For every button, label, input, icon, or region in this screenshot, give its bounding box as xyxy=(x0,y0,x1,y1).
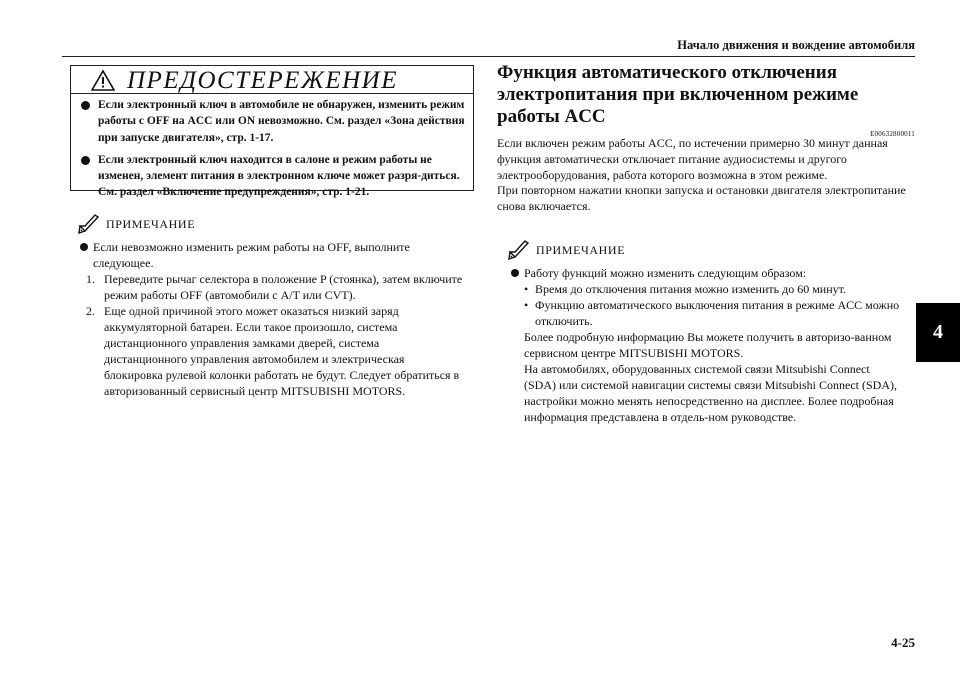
warning-rule xyxy=(71,93,473,94)
note-left-header xyxy=(78,214,478,234)
warning-item xyxy=(81,152,465,201)
note-right-subitem xyxy=(511,297,903,329)
section-title: Функция автоматического отключения электропитания при включенном режиме работы ACC xyxy=(497,62,859,127)
note-left-bullet xyxy=(80,239,465,271)
warning-header xyxy=(91,68,467,93)
note-right-subitem xyxy=(511,281,903,297)
bullet-icon xyxy=(81,101,90,110)
note-right-label: ПРИМЕЧАНИЕ xyxy=(536,242,626,257)
note-pencil-icon xyxy=(508,240,530,260)
warning-title: ПРЕДОСТЕРЕЖЕНИЕ xyxy=(127,67,398,94)
step-number: 2. xyxy=(86,304,95,318)
chapter-tab: 4 xyxy=(916,303,960,362)
header-rule xyxy=(62,56,915,57)
note-right-bullet xyxy=(511,265,903,281)
step-text: Переведите рычаг селектора в положение P (стоянка), затем включите режим работы OFF (автомобили с A/T или CVT). xyxy=(104,272,463,302)
note-right-paragraph: На автомобилях, оборудованных системой связи Mitsubishi Connect (SDA) или системой навигации системы связи Mitsubishi Connect (SDA), настройки можно менять непосредственно на дисплее. Более подробная информация представлена в отдель-ном руководстве. xyxy=(524,362,897,424)
note-right xyxy=(508,240,908,425)
note-right-header xyxy=(508,240,908,260)
note-left-label: ПРИМЕЧАНИЕ xyxy=(106,216,196,231)
note-left xyxy=(78,214,478,399)
warning-item-text: Если электронный ключ находится в салоне и режим работы не изменен, элемент питания в электронном ключе может разря-диться. См. раздел «Включение предупреждения», стр. 1-21. xyxy=(98,153,460,199)
page-number: 4-25 xyxy=(891,635,915,650)
note-pencil-icon xyxy=(78,214,100,234)
warning-triangle-icon xyxy=(91,70,115,91)
note-right-paragraph: Более подробную информацию Вы можете получить в авторизо-ванном сервисном центре MITSUBISHI MOTORS. xyxy=(524,330,892,360)
note-left-body xyxy=(80,239,465,399)
note-left-step xyxy=(80,271,465,303)
warning-item-text: Если электронный ключ в автомобиле не обнаружен, изменить режим работы с OFF на ACC или ON невозможно. См. раздел «Зона действия при запуске двигателя», стр. 1-17. xyxy=(98,99,465,144)
bullet-icon xyxy=(81,156,90,165)
warning-box xyxy=(70,65,474,199)
note-right-bullet-text: Работу функций можно изменить следующим образом: xyxy=(524,266,807,280)
subitem-text: Функцию автоматического выключения питания в режиме ACC можно отключить. xyxy=(535,298,900,328)
warning-item xyxy=(81,97,465,146)
note-left-bullet-text: Если невозможно изменить режим работы на OFF, выполните следующее. xyxy=(93,240,410,270)
section-paragraph: Если включен режим работы ACC, по истечении примерно 30 минут данная функция автоматически отключает питание аудиосистемы и другого электрооборудования, работа которого возможна в этом режиме. xyxy=(497,136,888,182)
bullet-icon xyxy=(80,243,88,251)
step-number: 1. xyxy=(86,272,95,286)
running-title: Начало движения и вождение автомобиля xyxy=(677,38,915,52)
note-left-step xyxy=(80,303,465,399)
small-bullet-icon: • xyxy=(524,298,529,312)
section-paragraph: При повторном нажатии кнопки запуска и остановки двигателя электропитание снова включается. xyxy=(497,183,906,214)
bullet-icon xyxy=(511,269,519,277)
small-bullet-icon: • xyxy=(524,282,529,296)
warning-list xyxy=(81,97,465,207)
section-text xyxy=(497,136,907,215)
section-code: E00632800011 xyxy=(870,130,915,138)
step-text: Еще одной причиной этого может оказаться низкий заряд аккумуляторной батареи. Если такое произошло, система дистанционного управления замками дверей, система дистанционного управления автомобилем и электрическая блокировка рулевой колонки работать не будут. Следует обратиться в авторизованный сервисный центр MITSUBISHI MOTORS. xyxy=(104,304,460,398)
subitem-text: Время до отключения питания можно изменить до 60 минут. xyxy=(535,282,846,296)
note-right-body xyxy=(511,265,903,425)
